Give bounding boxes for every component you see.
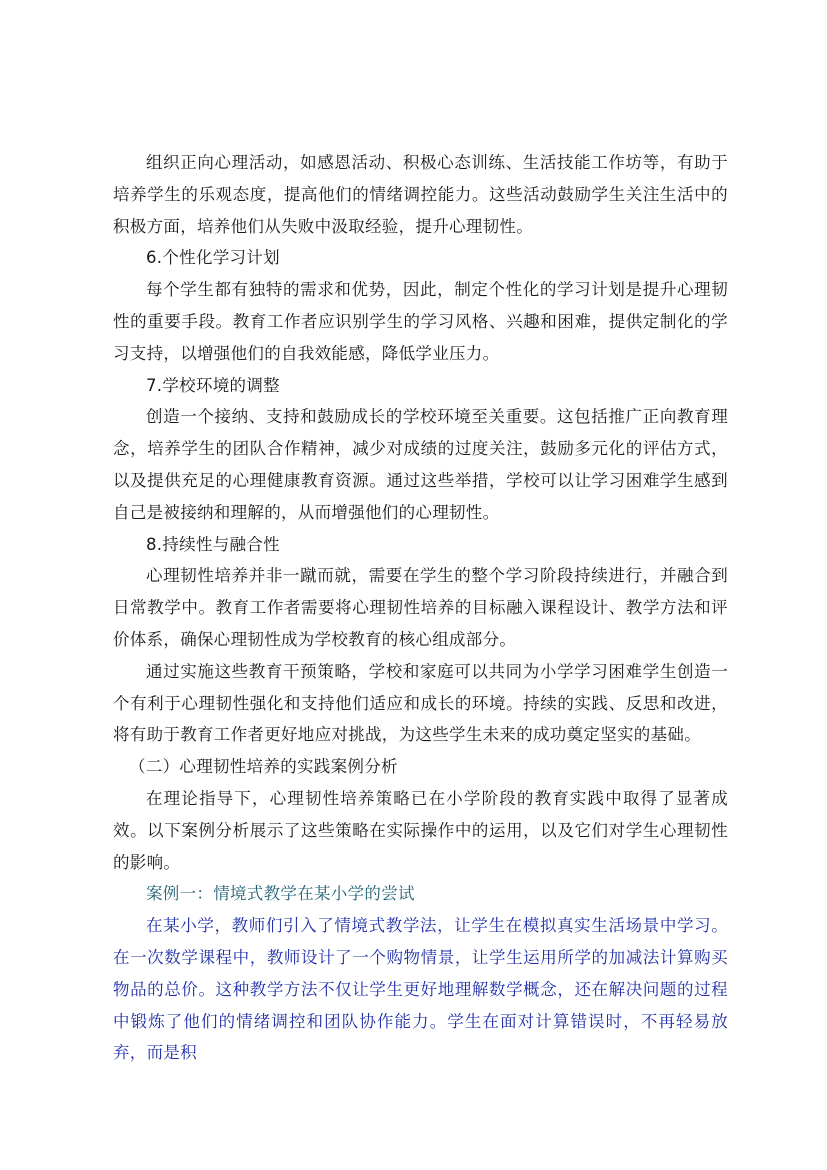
heading-personalized-learning: 6.个性化学习计划 — [146, 248, 280, 268]
paragraph-positive-activities: 组织正向心理活动，如感恩活动、积极心态训练、生活技能工作坊等，有助于培养学生的乐观态度，提高他们的情绪调控能力。这些活动鼓励学生关注生活中的积极方面，培养他们从失败中汲取经验，提升心理韧性。 — [113, 153, 728, 236]
paragraph-school-environment: 创造一个接纳、支持和鼓励成长的学校环境至关重要。这包括推广正向教育理念，培养学生的团队合作精神，减少对成绩的过度关注，鼓励多元化的评估方式，以及提供充足的心理健康教育资源。通过这些举措，学校可以让学习困难学生感到自己是被接纳和理解的，从而增强他们的心理韧性。 — [113, 407, 728, 522]
paragraph-continuity: 心理韧性培养并非一蹴而就，需要在学生的整个学习阶段持续进行，并融合到日常教学中。教育工作者需要将心理韧性培养的目标融入课程设计、教学方法和评价体系，确保心理韧性成为学校教育的核心组成部分。 — [113, 566, 728, 649]
heading-case-analysis: （二）心理韧性培养的实践案例分析 — [129, 757, 398, 777]
heading-school-environment: 7.学校环境的调整 — [146, 375, 280, 395]
paragraph-case-intro: 在理论指导下，心理韧性培养策略已在小学阶段的教育实践中取得了显著成效。以下案例分析展示了这些策略在实际操作中的运用，以及它们对学生心理韧性的影响。 — [113, 788, 728, 872]
paragraph-case-one: 在某小学，教师们引入了情境式教学法，让学生在模拟真实生活场景中学习。在一次数学课程中，教师设计了一个购物情景，让学生运用所学的加减法计算购买物品的总价。这种教学方法不仅让学生更好地理解数学概念，还在解决问题的过程中锻炼了他们的情绪调控和团队协作能力。学生在面对计算错误时，不再轻易放弃，而是积 — [113, 916, 728, 1063]
paragraph-personalized-learning: 每个学生都有独特的需求和优势，因此，制定个性化的学习计划是提升心理韧性的重要手段。教育工作者应识别学生的学习风格、兴趣和困难，提供定制化的学习支持，以增强他们的自我效能感，降低学业压力。 — [113, 280, 728, 363]
paragraph-summary: 通过实施这些教育干预策略，学校和家庭可以共同为小学学习困难学生创造一个有利于心理韧性强化和支持他们适应和成长的环境。持续的实践、反思和改进，将有助于教育工作者更好地应对挑战，为这些学生未来的成功奠定坚实的基础。 — [113, 661, 728, 745]
heading-case-one: 案例一：情境式教学在某小学的尝试 — [146, 884, 415, 904]
document-page — [113, 147, 728, 1069]
heading-continuity: 8.持续性与融合性 — [146, 534, 280, 554]
